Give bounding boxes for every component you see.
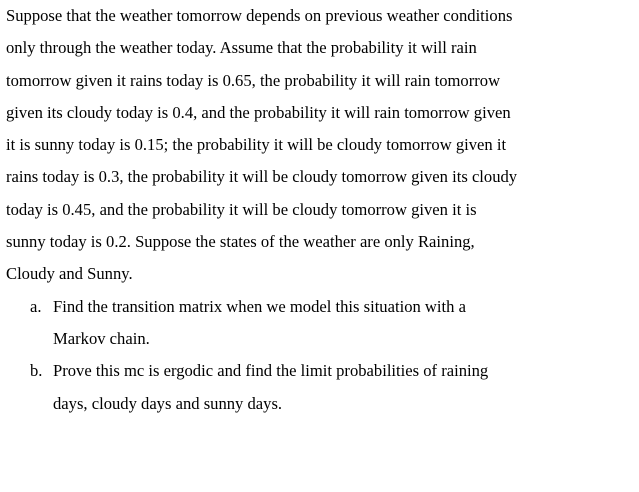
question-marker: b. (30, 361, 43, 381)
paragraph-line: given its cloudy today is 0.4, and the probability it will rain tomorrow given (6, 102, 511, 122)
question-a (6, 291, 636, 356)
paragraph-line: Cloudy and Sunny. (6, 264, 133, 284)
question-line: Prove this mc is ergodic and find the limit probabilities of raining (53, 361, 489, 381)
question-line: Find the transition matrix when we model this situation with a (53, 296, 466, 316)
question-b (6, 355, 636, 420)
paragraph-line: today is 0.45, and the probability it will be cloudy tomorrow given it is (6, 199, 477, 219)
document-body (6, 0, 636, 420)
paragraph-line: sunny today is 0.2. Suppose the states of the weather are only Raining, (6, 232, 475, 252)
question-line: Markov chain. (53, 328, 150, 348)
question-marker: a. (30, 296, 42, 316)
paragraph-line: tomorrow given it rains today is 0.65, the probability it will rain tomorrow (6, 70, 501, 90)
question-list (6, 291, 636, 420)
paragraph-line: it is sunny today is 0.15; the probability it will be cloudy tomorrow given it (6, 135, 507, 155)
question-line: days, cloudy days and sunny days. (53, 393, 283, 413)
paragraph-line: rains today is 0.3, the probability it will be cloudy tomorrow given its cloudy (6, 167, 518, 187)
paragraph-line: only through the weather today. Assume that the probability it will rain (6, 38, 477, 58)
paragraph-line: Suppose that the weather tomorrow depends on previous weather conditions (6, 6, 513, 25)
problem-statement (6, 0, 636, 291)
